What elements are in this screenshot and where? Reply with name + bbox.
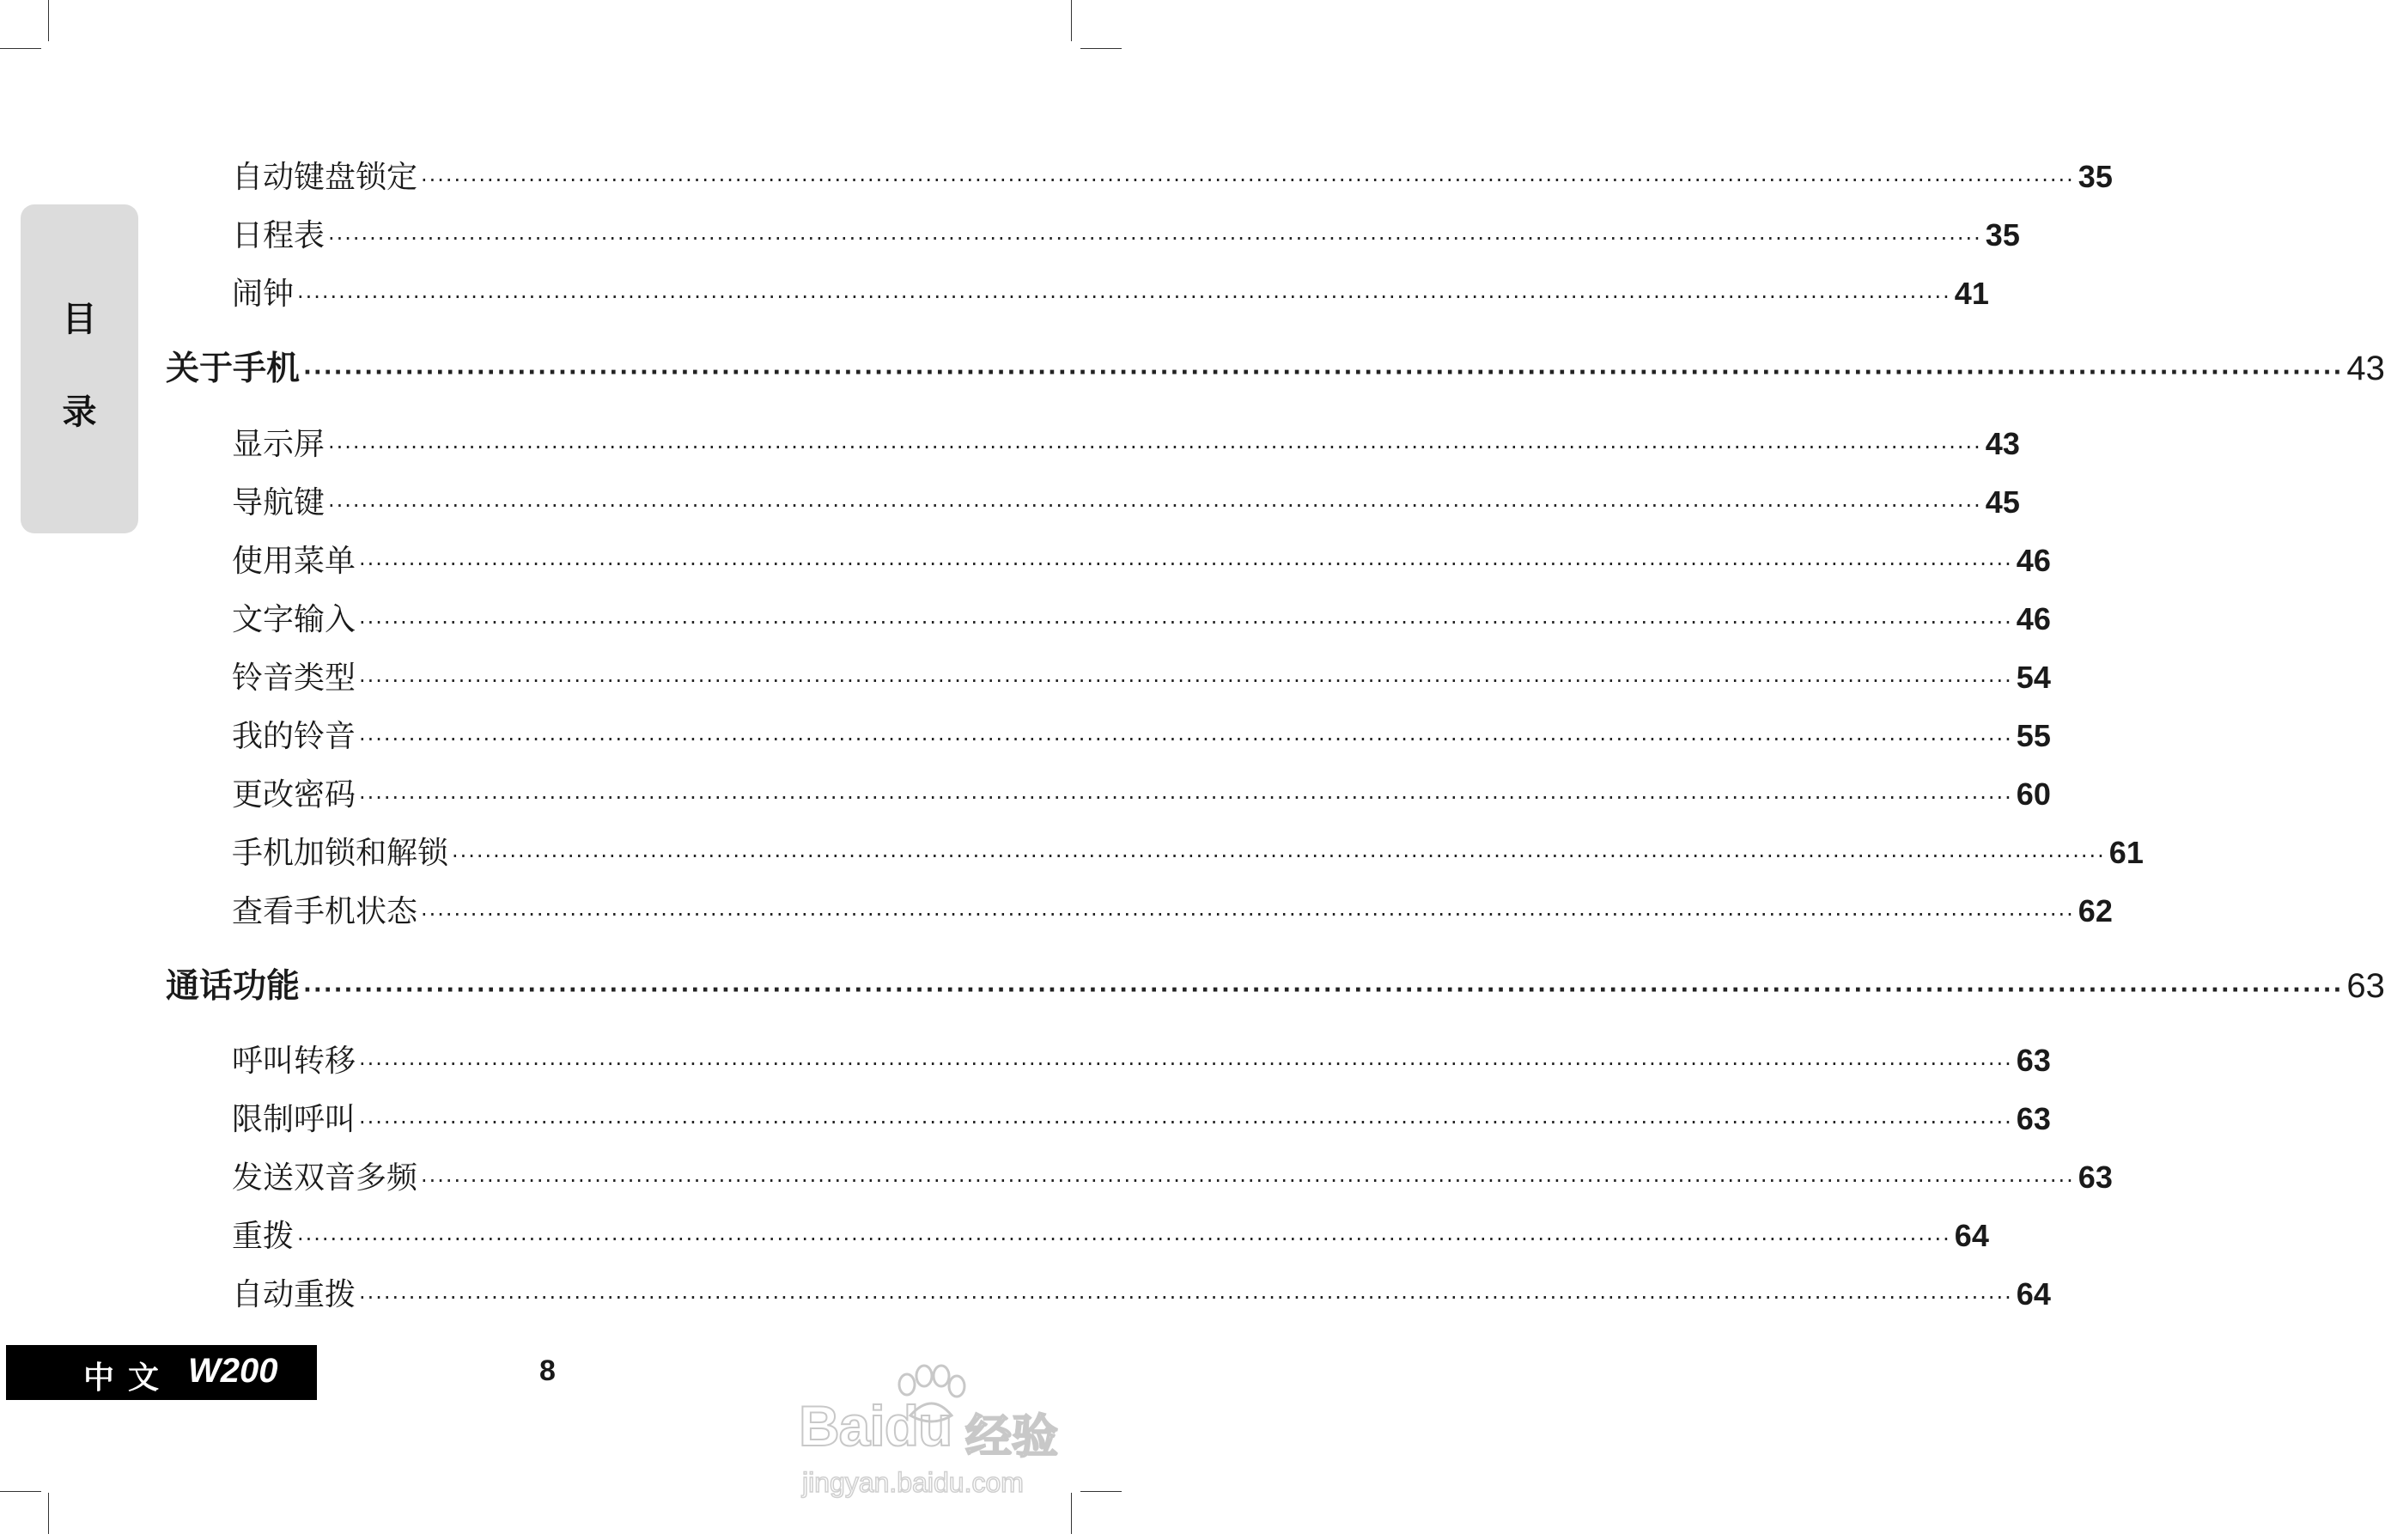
toc-entry-title: 导航键 — [232, 485, 326, 520]
dot-leader: ········································································································································································································ — [328, 227, 1982, 251]
watermark-brand: Baidu — [799, 1394, 952, 1458]
crop-mark — [0, 1491, 41, 1492]
footer-model: W200 — [188, 1352, 278, 1390]
toc-entry-title: 使用菜单 — [232, 544, 356, 579]
dot-leader: ········································································································································································································ — [359, 1111, 2013, 1135]
baidu-watermark — [797, 1366, 1072, 1503]
toc-entry-page: 61 — [2108, 835, 2144, 870]
toc-section-entry — [166, 342, 2385, 390]
toc-entry-title: 铃音类型 — [232, 660, 356, 696]
dot-leader: ········································································································································································································ — [297, 1227, 1951, 1251]
toc-entry-page: 63 — [2016, 1043, 2051, 1078]
toc-entry-page: 41 — [1954, 276, 1989, 311]
crop-mark — [48, 1493, 49, 1534]
dot-leader: ········································································································································································································ — [303, 360, 2344, 386]
dot-leader: ········································································································································································································ — [359, 786, 2013, 810]
toc-entry-title: 通话功能 — [166, 967, 301, 1006]
toc-entry — [232, 537, 2051, 581]
toc-entry — [232, 829, 2144, 873]
toc-entry-page: 46 — [2016, 543, 2051, 578]
toc-entry — [232, 211, 2020, 255]
toc-entry — [232, 153, 2113, 197]
toc-entry-title: 文字输入 — [232, 602, 356, 637]
toc-entry-page: 64 — [2016, 1276, 2051, 1312]
toc-entry — [232, 887, 2113, 931]
toc-entry — [232, 595, 2051, 639]
toc-entry-title: 限制呼叫 — [232, 1102, 356, 1137]
toc-entry-title: 闹钟 — [232, 277, 295, 312]
toc-entry — [232, 1037, 2051, 1080]
toc-entry-page: 46 — [2016, 601, 2051, 636]
toc-entry-page: 54 — [2016, 660, 2051, 695]
toc-entry — [232, 1270, 2051, 1314]
toc-entry-page: 43 — [1985, 426, 2020, 461]
crop-mark — [1071, 0, 1072, 41]
toc-entry — [232, 770, 2051, 814]
toc-entry — [232, 420, 2020, 464]
toc-section-entry — [166, 959, 2385, 1007]
toc-entry — [232, 1153, 2113, 1197]
dot-leader: ········································································································································································································ — [359, 1286, 2013, 1310]
toc-entry-page: 60 — [2016, 776, 2051, 812]
dot-leader: ········································································································································································································ — [359, 552, 2013, 576]
dot-leader: ········································································································································································································ — [303, 977, 2344, 1003]
toc-entry — [232, 654, 2051, 697]
toc-entry-title: 关于手机 — [166, 350, 301, 388]
toc-entry — [232, 1095, 2051, 1139]
footer-model-box — [6, 1345, 317, 1400]
toc-entry-title: 呼叫转移 — [232, 1044, 356, 1079]
toc-entry — [232, 712, 2051, 756]
toc-entry — [232, 270, 1989, 313]
crop-mark — [0, 48, 41, 49]
dot-leader: ········································································································································································································ — [359, 669, 2013, 693]
toc-entry-page: 43 — [2346, 350, 2385, 387]
toc-entry-page: 63 — [2078, 1160, 2113, 1195]
toc-entry-title: 日程表 — [232, 218, 326, 253]
dot-leader: ········································································································································································································ — [297, 285, 1951, 309]
footer-language: 中文 — [83, 1360, 173, 1396]
page-number: 8 — [539, 1354, 556, 1387]
dot-leader: ········································································································································································································ — [359, 727, 2013, 752]
dot-leader: ········································································································································································································ — [359, 611, 2013, 635]
dot-leader: ········································································································································································································ — [328, 435, 1982, 460]
crop-mark — [1080, 48, 1122, 49]
toc-entry-title: 查看手机状态 — [232, 894, 418, 929]
toc-entry-page: 45 — [1985, 484, 2020, 520]
side-tab-char: 录 — [62, 392, 97, 432]
side-tab-char: 目 — [62, 299, 97, 339]
crop-mark — [48, 0, 49, 41]
toc-entry-title: 手机加锁和解锁 — [232, 836, 449, 871]
watermark-product: 经验 — [965, 1409, 1058, 1464]
toc-entry-title: 我的铃音 — [232, 719, 356, 754]
toc-entry-page: 63 — [2346, 967, 2385, 1005]
toc-entry — [232, 1212, 1989, 1256]
watermark-url: jingyan.baidu.com — [802, 1467, 1024, 1498]
toc-entry — [232, 478, 2020, 522]
toc-entry-page: 62 — [2078, 893, 2113, 928]
toc-entry-title: 显示屏 — [232, 427, 326, 462]
crop-mark — [1080, 1491, 1122, 1492]
toc-entry-page: 55 — [2016, 718, 2051, 753]
toc-entry-title: 自动重拨 — [232, 1277, 356, 1312]
dot-leader: ········································································································································································································ — [452, 844, 2106, 868]
toc-entry-page: 35 — [1985, 217, 2020, 253]
toc-entry-title: 自动键盘锁定 — [232, 160, 418, 195]
toc-entry-title: 发送双音多频 — [232, 1160, 418, 1196]
toc-entry-page: 35 — [2078, 159, 2113, 194]
toc-entry-title: 重拨 — [232, 1219, 295, 1254]
dot-leader: ········································································································································································································ — [328, 494, 1982, 518]
toc-entry-title: 更改密码 — [232, 777, 356, 813]
toc-entry-page: 63 — [2016, 1101, 2051, 1136]
toc-entry-page: 64 — [1954, 1218, 1989, 1253]
dot-leader: ········································································································································································································ — [421, 903, 2075, 927]
dot-leader: ········································································································································································································ — [421, 168, 2075, 192]
dot-leader: ········································································································································································································ — [421, 1169, 2075, 1193]
section-side-tab — [21, 204, 138, 533]
dot-leader: ········································································································································································································ — [359, 1052, 2013, 1076]
